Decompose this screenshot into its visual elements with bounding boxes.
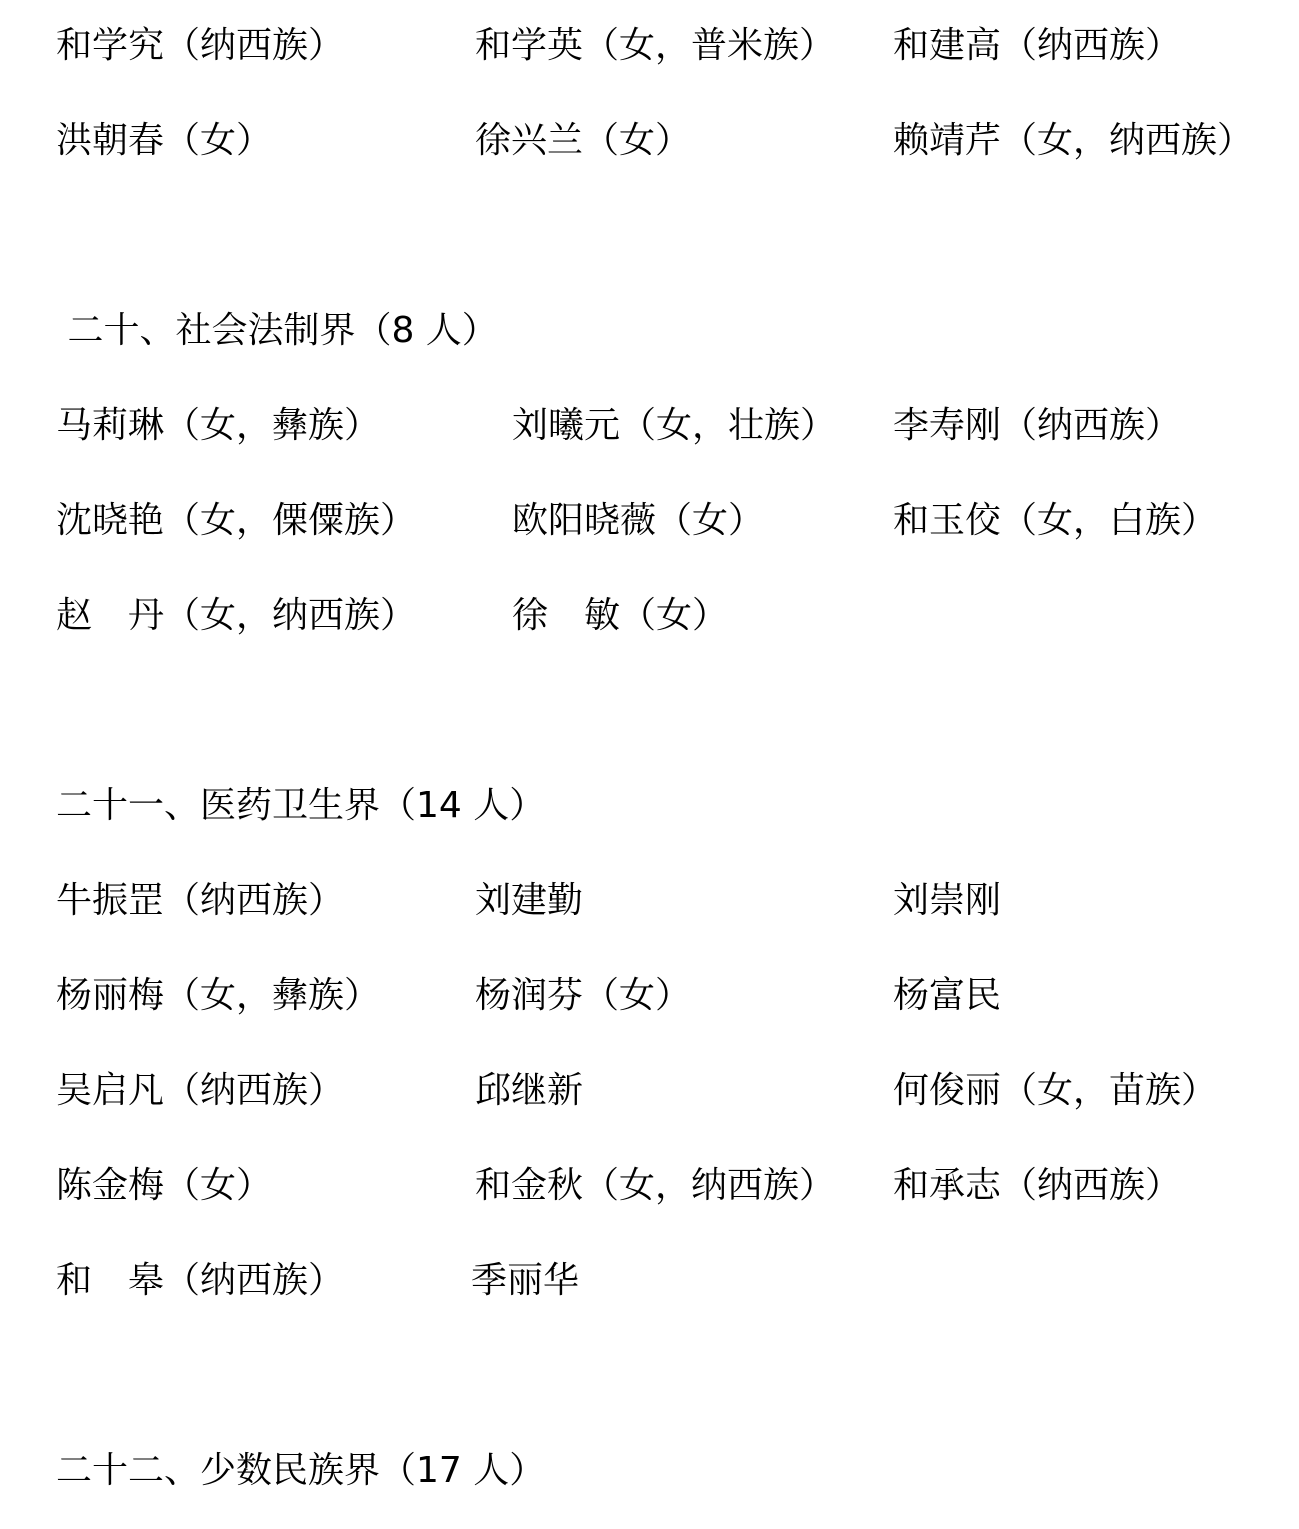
section-heading: 二十、社会法制界（8 人）	[56, 310, 498, 351]
name-entry: 邱继新	[475, 1070, 584, 1111]
section-heading: 二十二、少数民族界（17 人）	[56, 1450, 546, 1491]
name-entry: 和建高（纳西族）	[893, 25, 1182, 66]
name-entry: 季丽华	[471, 1260, 580, 1301]
name-entry: 徐 敏（女）	[512, 595, 729, 636]
name-entry: 和金秋（女，纳西族）	[475, 1165, 836, 1206]
name-entry: 刘崇刚	[893, 880, 1002, 921]
name-entry: 李寿刚（纳西族）	[893, 405, 1182, 446]
name-entry: 刘曦元（女，壮族）	[512, 405, 837, 446]
name-entry: 赵 丹（女，纳西族）	[56, 595, 417, 636]
name-entry: 和 皋（纳西族）	[56, 1260, 345, 1301]
name-entry: 牛振罡（纳西族）	[56, 880, 345, 921]
name-entry: 杨富民	[893, 975, 1002, 1016]
name-entry: 徐兴兰（女）	[475, 120, 692, 161]
name-entry: 赖靖芹（女，纳西族）	[893, 120, 1254, 161]
name-entry: 洪朝春（女）	[56, 120, 273, 161]
name-entry: 吴启凡（纳西族）	[56, 1070, 345, 1111]
name-entry: 和玉佼（女，白族）	[893, 500, 1218, 541]
name-entry: 杨润芬（女）	[475, 975, 692, 1016]
name-entry: 马莉琳（女，彝族）	[56, 405, 381, 446]
name-entry: 欧阳晓薇（女）	[512, 500, 765, 541]
name-entry: 和学究（纳西族）	[56, 25, 345, 66]
name-entry: 何俊丽（女，苗族）	[893, 1070, 1218, 1111]
name-entry: 刘建勤	[475, 880, 584, 921]
section-heading: 二十一、医药卫生界（14 人）	[56, 785, 546, 826]
name-entry: 和承志（纳西族）	[893, 1165, 1182, 1206]
name-entry: 陈金梅（女）	[56, 1165, 273, 1206]
name-entry: 杨丽梅（女，彝族）	[56, 975, 381, 1016]
name-entry: 和学英（女，普米族）	[475, 25, 836, 66]
name-entry: 沈晓艳（女，傈僳族）	[56, 500, 417, 541]
